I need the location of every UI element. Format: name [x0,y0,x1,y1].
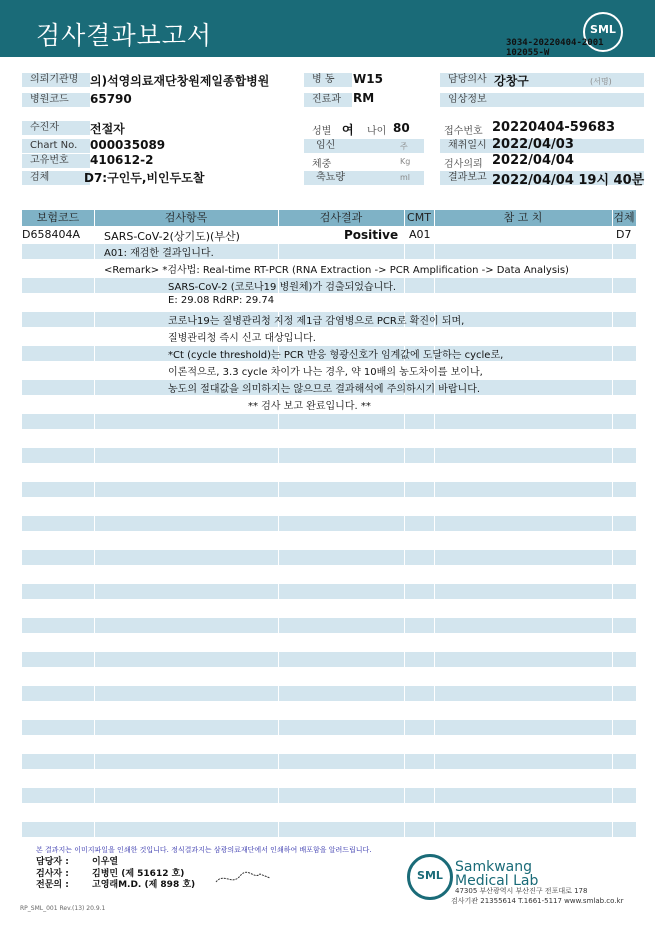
row-cmt: A01 [409,228,431,241]
table-stripe [22,822,636,837]
table-stripe [22,516,636,531]
table-stripe [22,788,636,803]
request-label: 검사의뢰 [444,159,483,170]
sex-value: 여 [342,123,354,137]
ward-label: 병 동 [304,73,352,87]
row-specimen: D7 [616,228,632,241]
request-value: 2022/04/04 [492,153,574,168]
reporter-label: 담당자 : [36,857,69,867]
table-stripe [22,686,636,701]
receipt-value: 20220404-59683 [492,120,615,135]
page-title: 검사결과보고서 [36,21,213,50]
sml-logo-icon: SML [583,12,623,52]
clinical-info-row [440,93,644,107]
column-divider [404,210,405,840]
col-insurance-code: 보험코드 [36,211,80,224]
weight-label: 체중 [312,159,332,170]
report-value: 2022/04/04 19시 40분 [492,173,645,188]
lab-contact: 검사기관 21355614 T.1661-5117 www.smlab.co.kr [451,897,624,905]
chart-no-label: Chart No. [22,139,90,153]
col-result: 검사결과 [319,211,363,224]
table-stripe [22,754,636,769]
table-stripe [22,720,636,735]
department-value: RM [353,91,375,105]
age-value: 80 [393,121,410,135]
ward-value: W15 [353,72,383,86]
remark-line: SARS-CoV-2 (코로나19 병원체)가 검출되었습니다. [168,282,397,293]
table-stripe [22,482,636,497]
col-specimen: 검체 [613,211,635,224]
specimen-value: D7:구인두,비인두도찰 [84,171,205,185]
doctor-label: 담당의사 [448,74,487,85]
remark-line: 코로나19는 질병관리청 지정 제1급 감염병으로 PCR로 확진이 되며, [168,316,465,327]
patient-label: 수진자 [22,121,90,135]
urine-label: 축뇨량 [316,172,345,183]
footer-notice: 본 결과지는 이미지파일을 인쇄한 것입니다. 정식결과지는 삼광의료재단에서 인쇄하여 배포함을 알려드립니다. [36,846,372,854]
row-test-item: SARS-CoV-2(상기도)(부산) [104,230,240,243]
id-number-value: 410612-2 [90,153,154,167]
specialist-value: 고영래M.D. (제 898 호) [92,880,196,890]
pregnancy-label: 임신 [316,140,336,151]
clinical-info-label: 임상정보 [448,94,487,105]
document-number-suffix: 102055-W [506,48,550,58]
brand-name-line1: Samkwang [455,859,532,875]
sml-logo-icon: SML [407,854,453,900]
signature-scribble [214,866,274,888]
remark-line: 이론적으로, 3.3 cycle 차이가 나는 경우, 약 10배의 농도차이를 보이나, [168,367,483,378]
remark-line: ** 검사 보고 완료입니다. ** [248,401,371,412]
report-label: 결과보고 [448,172,487,183]
doctor-row [440,73,644,87]
remark-line: A01: 재검한 결과입니다. [104,248,214,259]
receipt-label: 접수번호 [444,126,483,137]
row-insurance-code: D658404A [22,228,80,241]
hospital-code-label: 병원코드 [22,93,90,107]
pregnancy-unit: 주 [400,142,408,151]
remark-line: 질병관리청 즉시 신고 대상입니다. [168,333,316,344]
column-divider [612,210,613,840]
reporter-value: 이우열 [92,857,119,867]
col-cmt: CMT [407,211,431,224]
specialist-label: 전문의 : [36,880,69,890]
chart-no-value: 000035089 [90,138,166,152]
remark-line: E: 29.08 RdRP: 29.74 [168,295,275,306]
collect-label: 채취일시 [448,140,487,151]
table-stripe [22,448,636,463]
table-stripe [22,584,636,599]
table-stripe [22,414,636,429]
examiner-value: 김병민 (제 51612 호) [92,869,185,879]
department-label: 진료과 [304,93,352,107]
col-reference: 참 고 치 [503,211,543,224]
column-divider [278,210,279,840]
row-result: Positive [344,228,399,242]
age-label: 나이 [367,126,387,137]
collect-value: 2022/04/03 [492,137,574,152]
remark-line: *Ct (cycle threshold)는 PCR 반응 형광신호가 임계값에 도달하는 cycle로, [168,350,504,361]
id-number-label: 고유번호 [22,154,90,168]
remark-line: <Remark> *검사법: Real-time RT-PCR (RNA Extraction -> PCR Amplification -> Data Analysis) [104,265,569,276]
table-stripe [22,652,636,667]
remark-line: 농도의 절대값을 의미하지는 않으므로 결과해석에 주의하시기 바랍니다. [168,384,481,395]
patient-value: 전절자 [90,122,125,136]
hospital-value: 의)석영의료재단창원제일종합병원 [90,74,270,88]
urine-unit: ml [400,173,411,182]
weight-unit: Kg [400,157,411,166]
table-stripe [22,618,636,633]
table-stripe [22,550,636,565]
doctor-value: 강창구 [494,74,529,88]
column-divider [94,210,95,840]
revision-code: RP_SML_001 Rev.(13) 20.9.1 [20,905,106,912]
col-test-item: 검사항목 [164,211,208,224]
sex-label: 성별 [312,126,332,137]
specimen-label: 검체 [22,171,90,185]
brand-name-line2: Medical Lab [455,873,539,889]
column-divider [434,210,435,840]
examiner-label: 검사자 : [36,869,69,879]
lab-address: 47305 부산광역시 부산진구 전포대로 178 [455,887,588,895]
doctor-signature: (서명) [590,77,612,86]
document-number: 3034-20220404-2001 [506,38,604,48]
hospital-label: 의뢰기관명 [22,73,90,87]
hospital-code-value: 65790 [90,92,132,106]
